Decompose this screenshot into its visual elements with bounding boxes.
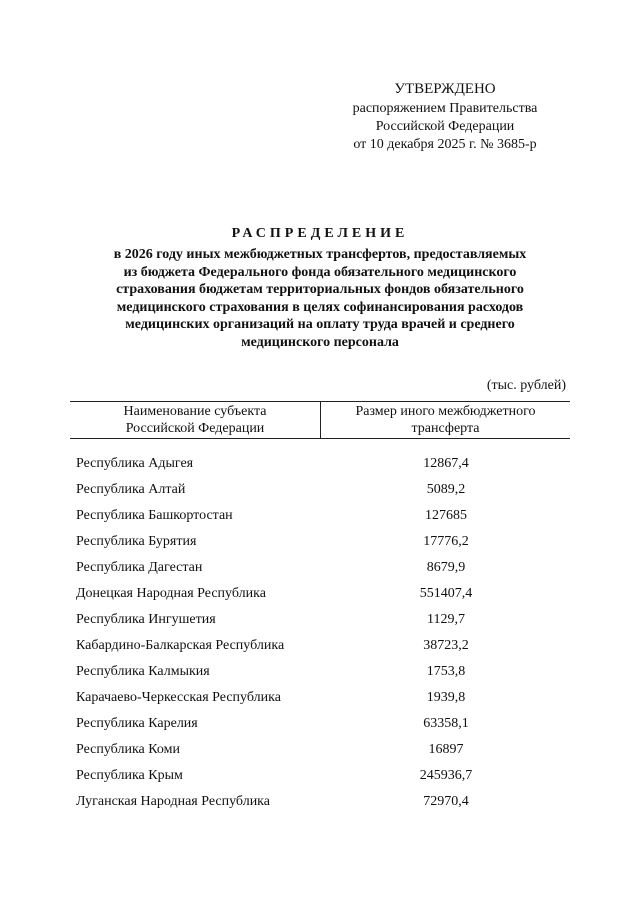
transfer-amount: 63358,1	[423, 716, 469, 731]
approval-block	[340, 80, 550, 154]
region-name: Луганская Народная Республика	[76, 794, 270, 809]
table-row	[76, 559, 570, 585]
transfer-amount: 127685	[425, 508, 467, 523]
table-row	[76, 741, 570, 767]
header-subject-line-1: Наименование субъекта	[123, 404, 267, 419]
approval-line-2: Российской Федерации	[375, 119, 515, 134]
transfer-amount: 38723,2	[423, 638, 469, 653]
transfer-amount: 1939,8	[426, 690, 466, 705]
subtitle-line: медицинских организаций на оплату труда врачей и среднего	[125, 317, 515, 332]
table-row	[76, 455, 570, 481]
region-name: Республика Бурятия	[76, 534, 197, 549]
table-row	[76, 533, 570, 559]
table-row	[76, 481, 570, 507]
transfer-amount: 1129,7	[427, 612, 465, 627]
subtitle-line: медицинского страхования в целях софинансирования расходов	[116, 299, 524, 315]
transfer-amount: 72970,4	[423, 794, 469, 809]
region-name: Республика Башкортостан	[76, 508, 233, 523]
table-row	[76, 585, 570, 611]
subtitle-line: из бюджета Федерального фонда обязательного медицинского	[123, 264, 517, 280]
table-row	[76, 663, 570, 689]
table-row	[76, 793, 570, 819]
table-row	[76, 637, 570, 663]
region-name: Республика Адыгея	[76, 456, 194, 471]
table-row	[76, 507, 570, 533]
transfer-amount: 551407,4	[419, 586, 473, 601]
region-name: Республика Алтай	[76, 482, 186, 497]
table-body	[76, 455, 570, 819]
region-name: Кабардино-Балкарская Республика	[76, 638, 285, 653]
transfer-amount: 16897	[428, 742, 464, 757]
approval-line-3: от 10 декабря 2025 г. № 3685-р	[353, 137, 537, 152]
subtitle-line: медицинского персонала	[241, 334, 399, 350]
region-name: Республика Калмыкия	[76, 664, 210, 679]
header-amount	[321, 402, 570, 438]
transfer-amount: 5089,2	[426, 482, 466, 497]
document-title: РАСПРЕДЕЛЕНИЕ	[231, 226, 409, 241]
region-name: Республика Ингушетия	[76, 612, 216, 627]
units-label: (тыс. рублей)	[486, 378, 566, 393]
header-amount-line-2: трансферта	[411, 421, 480, 436]
header-amount-line-1: Размер иного межбюджетного	[355, 404, 536, 419]
table-row	[76, 767, 570, 793]
header-subject-line-2: Российской Федерации	[125, 421, 265, 436]
region-name: Карачаево-Черкесская Республика	[76, 690, 281, 705]
region-name: Донецкая Народная Республика	[76, 586, 266, 601]
table-row	[76, 689, 570, 715]
region-name: Республика Крым	[76, 768, 183, 783]
table-header	[70, 401, 570, 439]
subtitle-line: страхования бюджетам территориальных фондов обязательного	[116, 282, 524, 297]
table-row	[76, 611, 570, 637]
document-subtitle	[70, 246, 570, 351]
approval-heading: УТВЕРЖДЕНО	[394, 81, 496, 97]
transfer-amount: 245936,7	[419, 768, 473, 783]
transfer-amount: 8679,9	[426, 560, 466, 575]
transfer-amount: 17776,2	[423, 534, 469, 549]
header-subject	[70, 402, 321, 438]
table-row	[76, 715, 570, 741]
region-name: Республика Коми	[76, 742, 180, 757]
region-name: Республика Дагестан	[76, 560, 203, 575]
transfer-amount: 1753,8	[426, 664, 466, 679]
region-name: Республика Карелия	[76, 716, 198, 731]
subtitle-line: в 2026 году иных межбюджетных трансфертов, предоставляемых	[113, 247, 527, 262]
transfer-amount: 12867,4	[423, 456, 469, 471]
approval-line-1: распоряжением Правительства	[352, 101, 538, 116]
